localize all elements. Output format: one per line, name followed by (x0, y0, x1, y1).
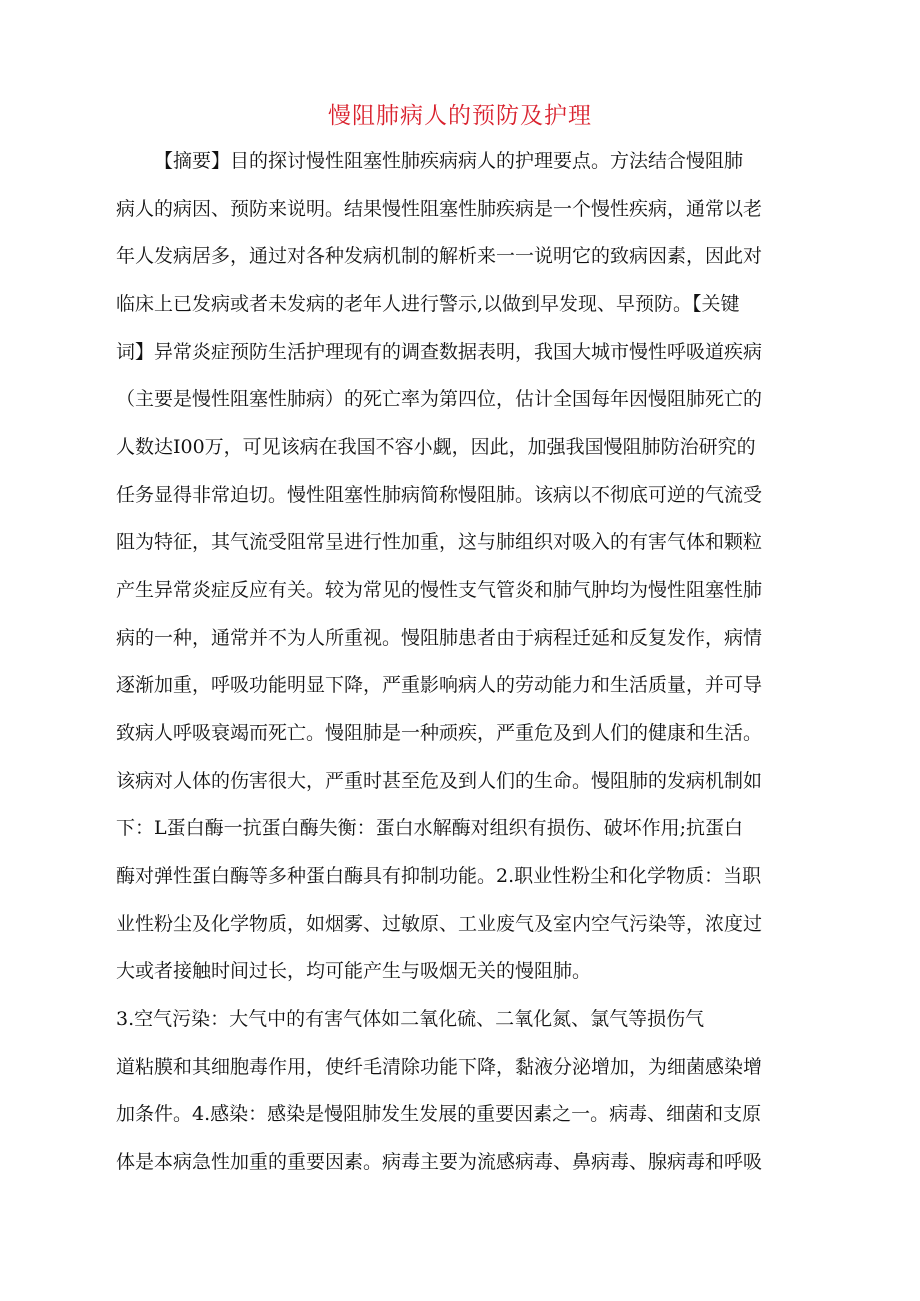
body-line: 任务显得非常迫切。慢性阻塞性肺病简称慢阻肺。该病以不彻底可逆的气流受 (116, 484, 763, 506)
document-title: 慢阻肺病人的预防及护理 (328, 103, 592, 129)
body-line: 体是本病急性加重的重要因素。病毒主要为流感病毒、鼻病毒、腺病毒和呼吸 (116, 1151, 763, 1173)
body-line: 病的一种，通常并不为人所重视。慢阻肺患者由于病程迁延和反复发作，病情 (116, 627, 763, 649)
body-line: 人数达I00万，可见该病在我国不容小觑，因此，加强我国慢阻肺防治研究的 (116, 436, 756, 458)
body-line: 阻为特征，其气流受阻常呈进行性加重，这与肺组织对吸入的有害气体和颗粒 (116, 531, 763, 553)
body-line: 病人的病因、预防来说明。结果慢性阻塞性肺疾病是一个慢性疾病，通常以老 (116, 198, 763, 220)
body-line: 酶对弹性蛋白酶等多种蛋白酶具有抑制功能。2.职业性粉尘和化学物质：当职 (116, 865, 762, 887)
body-line: 产生异常炎症反应有关。较为常见的慢性支气管炎和肺气肿均为慢性阻塞性肺 (116, 579, 763, 601)
body-line: （主要是慢性阻塞性肺病）的死亡率为第四位，估计全国每年因慢阻肺死亡的 (116, 388, 763, 410)
body-line: 大或者接触时间过长，均可能产生与吸烟无关的慢阻肺。 (116, 960, 592, 982)
body-line: 致病人呼吸衰竭而死亡。慢阻肺是一种顽疾，严重危及到人们的健康和生活。 (116, 722, 763, 744)
body-line: 加条件。4.感染：感染是慢阻肺发生发展的重要因素之一。病毒、细菌和支原 (116, 1103, 762, 1125)
body-line: 业性粉尘及化学物质，如烟雾、过敏原、工业废气及室内空气污染等，浓度过 (116, 913, 763, 935)
body-line: 临床上已发病或者未发病的老年人进行警示,以做到早发现、早预防。【关键 (116, 293, 740, 315)
body-line: 年人发病居多，通过对各种发病机制的解析来一一说明它的致病因素，因此对 (116, 245, 763, 267)
body-line: 下：L蛋白酶一抗蛋白酶失衡：蛋白水解酶对组织有损伤、破坏作用;抗蛋白 (116, 817, 744, 839)
body-line: 3.空气污染：大气中的有害气体如二氧化硫、二氧化氮、氯气等损伤气 (116, 1008, 705, 1030)
body-line: 逐渐加重，呼吸功能明显下降，严重影响病人的劳动能力和生活质量，并可导 (116, 674, 763, 696)
body-line: 【摘要】目的探讨慢性阻塞性肺疾病病人的护理要点。方法结合慢阻肺 (154, 150, 744, 172)
body-line: 该病对人体的伤害很大，严重时甚至危及到人们的生命。慢阻肺的发病机制如 (116, 770, 763, 792)
body-line: 道粘膜和其细胞毒作用，使纤毛清除功能下降，黏液分泌增加，为细菌感染增 (116, 1056, 763, 1078)
body-line: 词】异常炎症预防生活护理现有的调查数据表明，我国大城市慢性呼吸道疾病 (116, 341, 763, 363)
